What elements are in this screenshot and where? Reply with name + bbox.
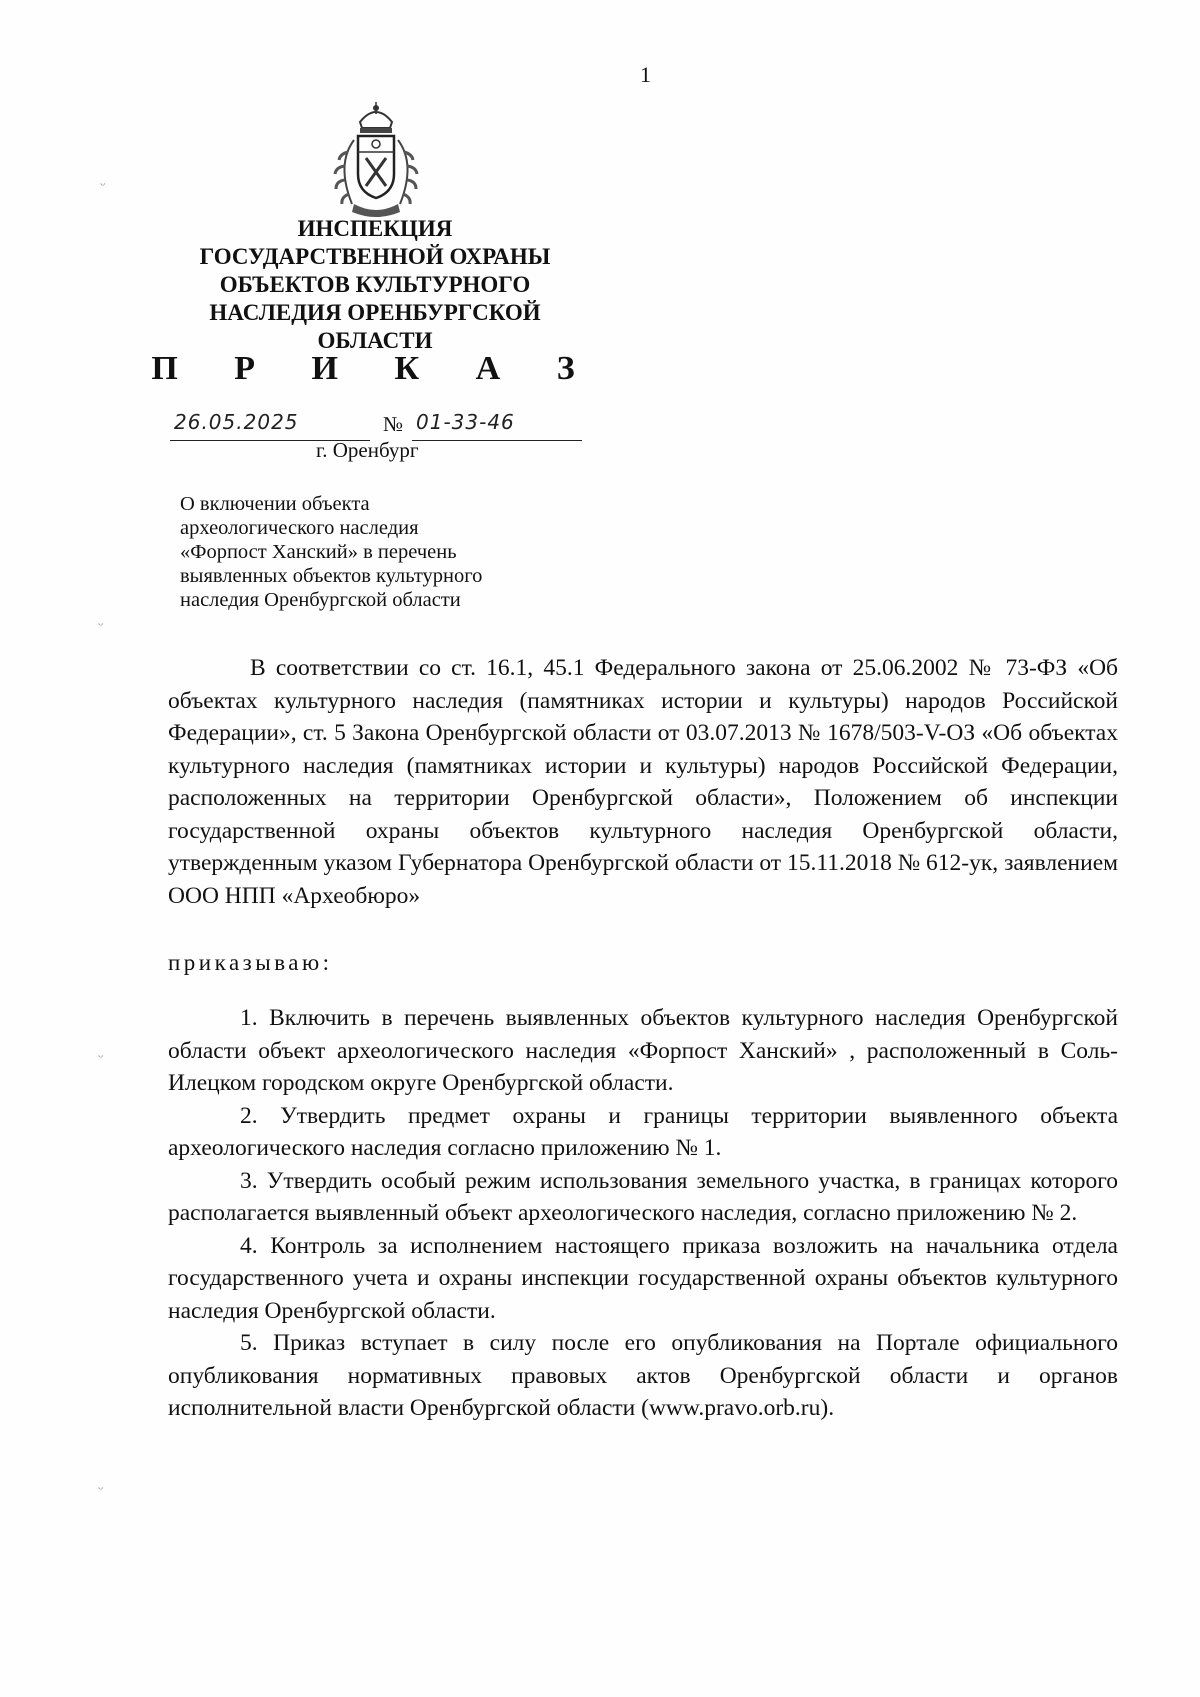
authority-line: ОБЪЕКТОВ КУЛЬТУРНОГО: [219, 272, 531, 297]
authority-line: ОБЛАСТИ: [317, 328, 433, 353]
order-item: 1. Включить в перечень выявленных объектов культурного наследия Оренбургской области объект археологического наследия «Форпост Ханский» , расположенный в Соль-Илецком городском округе Оренбургской области.: [168, 1005, 1118, 1096]
number-sign: №: [383, 412, 404, 436]
order-items: [168, 1002, 1118, 1425]
scan-speck: ᵕ: [98, 618, 104, 634]
subject-line: археологического наследия: [180, 517, 419, 539]
document-type-title: П Р И К А З: [151, 350, 599, 387]
date-field: [170, 410, 370, 441]
order-word: приказываю:: [168, 950, 333, 975]
city: г. Оренбург: [316, 438, 419, 462]
scan-speck: ᵕ: [98, 1482, 104, 1498]
order-item: 3. Утвердить особый режим использования земельного участка, в границах которого располагается выявленный объект археологического наследия, согласно приложению № 2.: [168, 1167, 1118, 1226]
handwritten-date: 26.05.2025: [174, 410, 299, 434]
coat-of-arms-icon: [330, 100, 422, 218]
handwritten-number: 01-33-46: [416, 410, 515, 434]
subject-line: наследия Оренбургской области: [180, 589, 461, 611]
subject-line: «Форпост Ханский» в перечень: [180, 541, 457, 563]
subject-line: О включении объекта: [180, 493, 370, 515]
authority-line: ИНСПЕКЦИЯ: [297, 216, 453, 241]
scan-speck: ᵕ: [100, 178, 106, 194]
order-item: 5. Приказ вступает в силу после его опубликования на Портале официального опубликования нормативных правовых актов Оренбургской области и органов исполнительной власти Оренбургской области (www.pravo.orb.ru).: [168, 1330, 1118, 1421]
page-number: 1: [640, 62, 651, 87]
issuing-authority: [150, 215, 600, 355]
authority-line: НАСЛЕДИЯ ОРЕНБУРГСКОЙ: [209, 300, 541, 325]
scan-speck: ᵕ: [98, 1050, 104, 1066]
number-field: [412, 410, 582, 441]
order-item: 2. Утвердить предмет охраны и границы территории выявленного объекта археологического наследия согласно приложению № 1.: [168, 1102, 1118, 1161]
order-item: 4. Контроль за исполнением настоящего приказа возложить на начальника отдела государственного учета и охраны инспекции государственной охраны объектов культурного наследия Оренбургской области.: [168, 1232, 1118, 1324]
authority-line: ГОСУДАРСТВЕННОЙ ОХРАНЫ: [199, 244, 551, 269]
preamble-paragraph: В соответствии со ст. 16.1, 45.1 Федерального закона от 25.06.2002 № 73-ФЗ «Об объектах культурного наследия (памятниках истории и культуры) народов Российской Федерации», ст. 5 Закона Оренбургской области от 03.07.2013 № 1678/503-V-ОЗ «Об объектах культурного наследия (памятниках истории и культуры) народов Российской Федерации, расположенных на территории Оренбургской области», Положением об инспекции государственной охраны объектов культурного наследия Оренбургской области, утвержденным указом Губернатора Оренбургской области от 15.11.2018 № 612-ук, заявлением ООО НПП «Археобюро»: [168, 655, 1118, 909]
order-subject: [180, 492, 600, 612]
subject-line: выявленных объектов культурного: [180, 565, 483, 587]
